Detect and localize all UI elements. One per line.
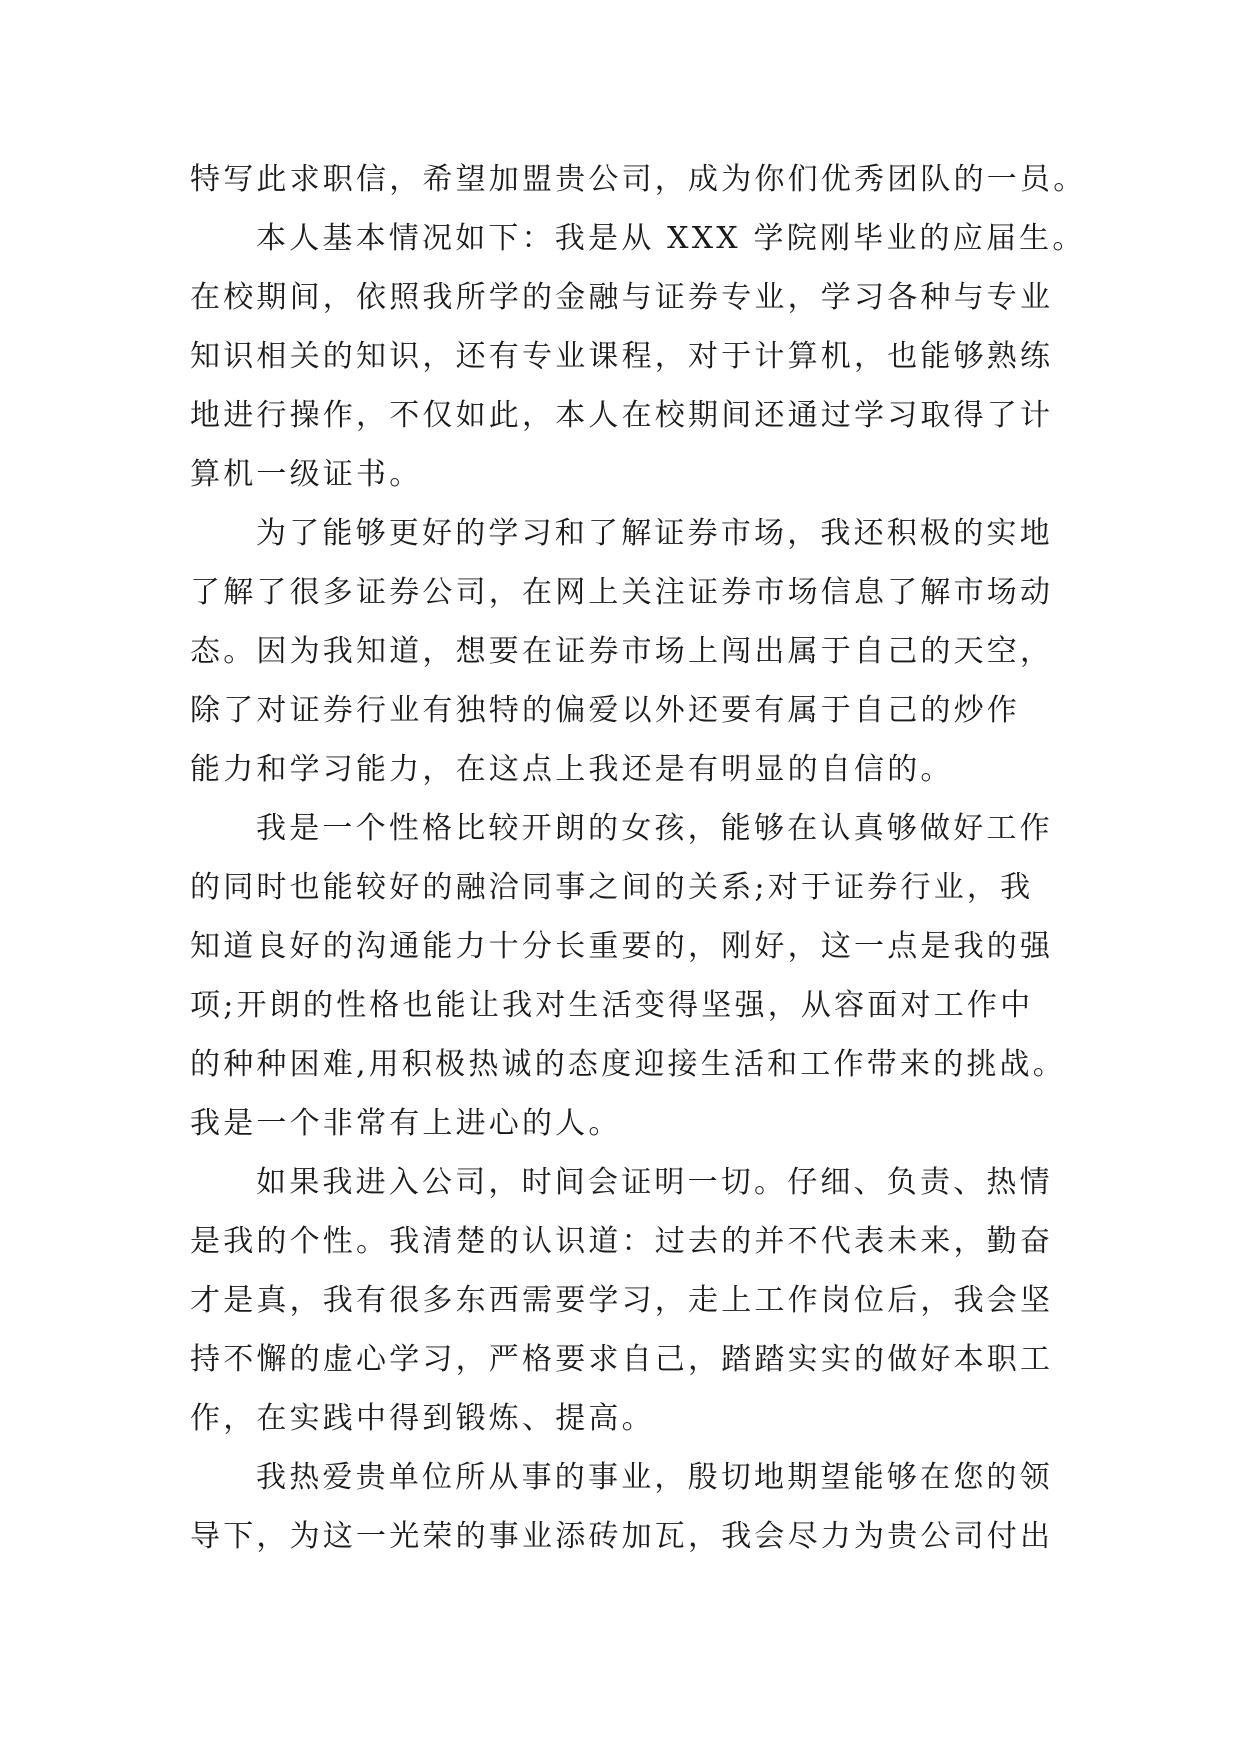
letter-body xyxy=(190,150,1087,1566)
text-line: 算机一级证书。 xyxy=(190,457,423,492)
text-line: 项;开朗的性格也能让我对生活变得坚强，从容面对工作中 xyxy=(190,988,1034,1023)
text-line: 特写此求职信，希望加盟贵公司，成为你们优秀团队的一员。 xyxy=(190,162,1087,197)
text-line: 才是真，我有很多东西需要学习，走上工作岗位后，我会坚 xyxy=(190,1283,1054,1318)
text-line: 在校期间，依照我所学的金融与证券专业，学习各种与专业 xyxy=(190,280,1054,315)
text-line: 为了能够更好的学习和了解证券市场，我还积极的实地 xyxy=(256,516,1053,551)
text-line: 我是一个非常有上进心的人。 xyxy=(190,1106,622,1141)
text-line: 作，在实践中得到锻炼、提高。 xyxy=(190,1401,655,1436)
text-line: 知道良好的沟通能力十分长重要的，刚好，这一点是我的强 xyxy=(190,929,1054,964)
text-line: 我是一个性格比较开朗的女孩，能够在认真够做好工作 xyxy=(256,811,1053,846)
text-line: 持不懈的虚心学习，严格要求自己，踏踏实实的做好本职工 xyxy=(190,1342,1054,1377)
text-line: 的同时也能较好的融洽同事之间的关系;对于证券行业，我 xyxy=(190,870,1034,905)
text-line: 能力和学习能力，在这点上我还是有明显的自信的。 xyxy=(190,752,954,787)
text-line: 知识相关的知识，还有专业课程，对于计算机，也能够熟练 xyxy=(190,339,1054,374)
text-line: 导下，为这一光荣的事业添砖加瓦，我会尽力为贵公司付出 xyxy=(190,1519,1054,1554)
text-line: 态。因为我知道，想要在证券市场上闯出属于自己的天空， xyxy=(190,634,1054,669)
text-line: 本人基本情况如下：我是从 XXX 学院刚毕业的应届生。 xyxy=(256,221,1086,256)
text-line: 的种种困难,用积极热诚的态度迎接生活和工作带来的挑战。 xyxy=(190,1047,1066,1082)
text-line: 如果我进入公司，时间会证明一切。仔细、负责、热情 xyxy=(256,1165,1053,1200)
text-line: 除了对证券行业有独特的偏爱以外还要有属于自己的炒作 xyxy=(190,693,1020,728)
text-line: 地进行操作，不仅如此，本人在校期间还通过学习取得了计 xyxy=(190,398,1054,433)
text-line: 是我的个性。我清楚的认识道：过去的并不代表未来，勤奋 xyxy=(190,1224,1054,1259)
text-line: 了解了很多证券公司，在网上关注证券市场信息了解市场动 xyxy=(190,575,1054,610)
text-line: 我热爱贵单位所从事的事业，殷切地期望能够在您的领 xyxy=(256,1460,1053,1495)
